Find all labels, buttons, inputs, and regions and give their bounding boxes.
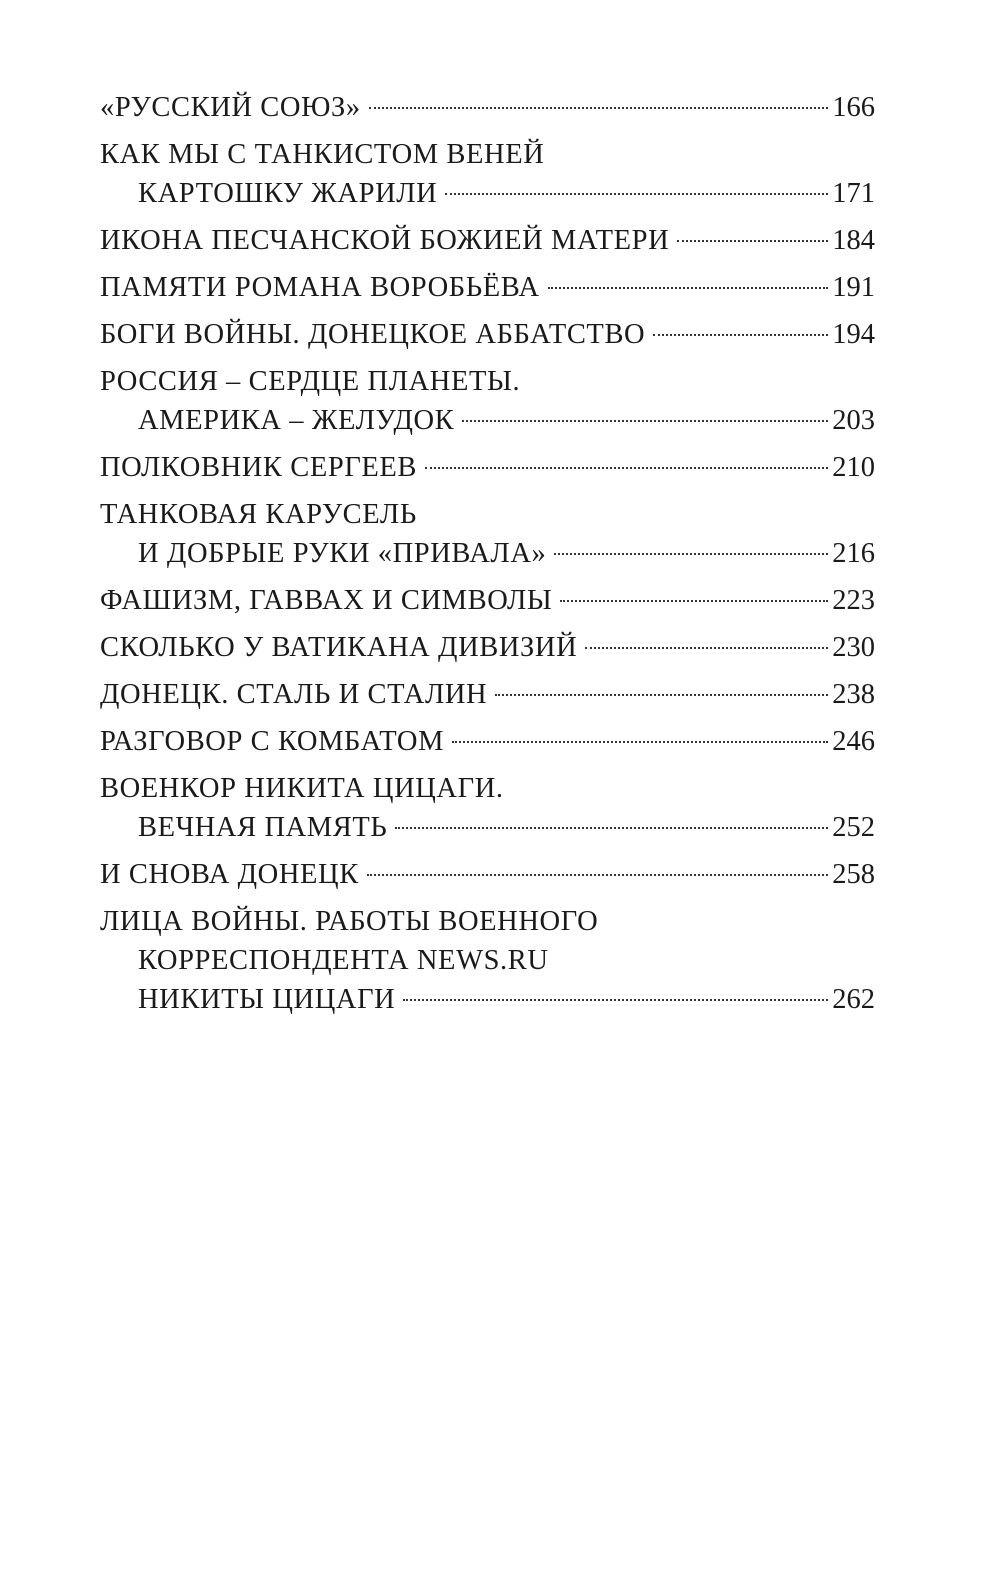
toc-entry-line bbox=[100, 980, 875, 1019]
dot-leader bbox=[585, 647, 828, 649]
toc-entry-line bbox=[100, 495, 875, 534]
toc-entry-line bbox=[100, 675, 875, 714]
toc-entry-title: ПАМЯТИ РОМАНА ВОРОБЬЁВА bbox=[100, 272, 540, 303]
toc-entry-line bbox=[100, 362, 875, 401]
dot-leader bbox=[369, 107, 829, 109]
dot-leader bbox=[548, 287, 829, 289]
toc-entry bbox=[100, 221, 875, 260]
toc-entry bbox=[100, 268, 875, 307]
toc-page-number: 262 bbox=[832, 984, 875, 1015]
toc-entry-title: АМЕРИКА – ЖЕЛУДОК bbox=[138, 405, 455, 436]
toc-page-number: 258 bbox=[832, 859, 875, 890]
toc-page-number: 210 bbox=[832, 452, 875, 483]
toc-entry-title: И ДОБРЫЕ РУКИ «ПРИВАЛА» bbox=[138, 538, 547, 569]
toc-entry-line bbox=[100, 268, 875, 307]
toc-entry-title: РАЗГОВОР С КОМБАТОМ bbox=[100, 726, 445, 757]
toc-entry bbox=[100, 315, 875, 354]
toc-entry-line bbox=[100, 221, 875, 260]
dot-leader bbox=[395, 827, 828, 829]
toc-page-number: 171 bbox=[832, 178, 875, 209]
toc-entry-title: ВЕЧНАЯ ПАМЯТЬ bbox=[138, 812, 388, 843]
dot-leader bbox=[367, 874, 828, 876]
dot-leader bbox=[452, 741, 828, 743]
dot-leader bbox=[462, 420, 828, 422]
toc-entry-line bbox=[100, 941, 875, 980]
toc-entry-line bbox=[100, 174, 875, 213]
dot-leader bbox=[653, 334, 828, 336]
toc-page-number: 191 bbox=[832, 272, 875, 303]
toc-page-number: 223 bbox=[832, 585, 875, 616]
toc-entry-line bbox=[100, 448, 875, 487]
toc-entry bbox=[100, 769, 875, 847]
toc-entry bbox=[100, 855, 875, 894]
toc-entry-title: ИКОНА ПЕСЧАНСКОЙ БОЖИЕЙ МАТЕРИ bbox=[100, 225, 670, 256]
toc-entry-title: ТАНКОВАЯ КАРУСЕЛЬ bbox=[100, 499, 417, 530]
table-of-contents bbox=[100, 88, 875, 1027]
toc-entry-line bbox=[100, 769, 875, 808]
toc-entry bbox=[100, 675, 875, 714]
toc-entry-title: ФАШИЗМ, ГАВВАХ И СИМВОЛЫ bbox=[100, 585, 553, 616]
toc-entry-title: КАРТОШКУ ЖАРИЛИ bbox=[138, 178, 438, 209]
toc-page-number: 252 bbox=[832, 812, 875, 843]
toc-entry bbox=[100, 581, 875, 620]
dot-leader bbox=[560, 600, 828, 602]
toc-entry-title: И СНОВА ДОНЕЦК bbox=[100, 859, 359, 890]
toc-entry-line bbox=[100, 315, 875, 354]
toc-entry-line bbox=[100, 855, 875, 894]
toc-entry-line bbox=[100, 628, 875, 667]
toc-entry-title: БОГИ ВОЙНЫ. ДОНЕЦКОЕ АББАТСТВО bbox=[100, 319, 646, 350]
toc-entry-line bbox=[100, 534, 875, 573]
toc-entry-title: КАК МЫ С ТАНКИСТОМ ВЕНЕЙ bbox=[100, 139, 545, 170]
toc-entry-line bbox=[100, 135, 875, 174]
toc-entry-line bbox=[100, 401, 875, 440]
toc-entry-title: СКОЛЬКО У ВАТИКАНА ДИВИЗИЙ bbox=[100, 632, 578, 663]
toc-entry-title: ЛИЦА ВОЙНЫ. РАБОТЫ ВОЕННОГО bbox=[100, 906, 599, 937]
toc-entry bbox=[100, 722, 875, 761]
toc-page-number: 203 bbox=[832, 405, 875, 436]
toc-entry-line bbox=[100, 581, 875, 620]
toc-entry-title: НИКИТЫ ЦИЦАГИ bbox=[138, 984, 396, 1015]
toc-entry-title: ДОНЕЦК. СТАЛЬ И СТАЛИН bbox=[100, 679, 488, 710]
toc-page-number: 238 bbox=[832, 679, 875, 710]
toc-page-number: 194 bbox=[832, 319, 875, 350]
toc-entry-line bbox=[100, 808, 875, 847]
toc-entry-title: РОССИЯ – СЕРДЦЕ ПЛАНЕТЫ. bbox=[100, 366, 521, 397]
toc-entry bbox=[100, 628, 875, 667]
toc-entry-title: «РУССКИЙ СОЮЗ» bbox=[100, 92, 361, 123]
toc-entry-line bbox=[100, 88, 875, 127]
dot-leader bbox=[677, 240, 828, 242]
toc-entry bbox=[100, 362, 875, 440]
toc-page-number: 216 bbox=[832, 538, 875, 569]
toc-page-number: 166 bbox=[832, 92, 875, 123]
toc-entry-title: ПОЛКОВНИК СЕРГЕЕВ bbox=[100, 452, 418, 483]
toc-entry-line bbox=[100, 722, 875, 761]
toc-page-number: 246 bbox=[832, 726, 875, 757]
toc-entry-line bbox=[100, 902, 875, 941]
toc-entry bbox=[100, 88, 875, 127]
toc-entry bbox=[100, 902, 875, 1019]
toc-entry bbox=[100, 495, 875, 573]
toc-entry-title: КОРРЕСПОНДЕНТА NEWS.RU bbox=[138, 945, 549, 976]
dot-leader bbox=[425, 467, 828, 469]
toc-page-number: 230 bbox=[832, 632, 875, 663]
dot-leader bbox=[445, 193, 828, 195]
toc-entry bbox=[100, 135, 875, 213]
dot-leader bbox=[495, 694, 828, 696]
dot-leader bbox=[554, 553, 828, 555]
dot-leader bbox=[403, 999, 828, 1001]
toc-page-number: 184 bbox=[832, 225, 875, 256]
toc-entry bbox=[100, 448, 875, 487]
toc-entry-title: ВОЕНКОР НИКИТА ЦИЦАГИ. bbox=[100, 773, 504, 804]
